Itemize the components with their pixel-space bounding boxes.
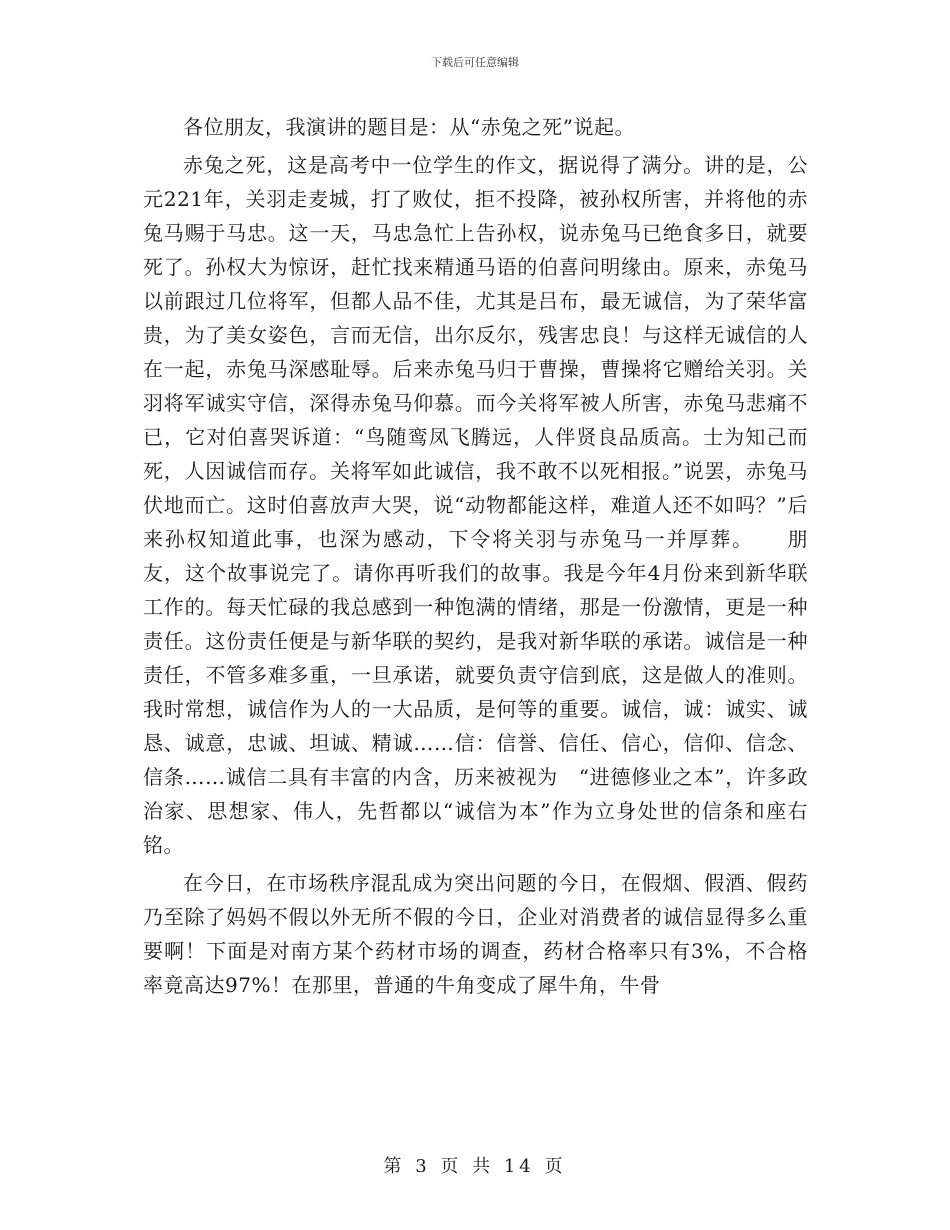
paragraph-market: 在今日，在市场秩序混乱成为突出问题的今日，在假烟、假酒、假药乃至除了妈妈不假以外无所不假的今日，企业对消费者的诚信显得多么重要啊！下面是对南方某个药材市场的调查，药材合格率只有3%，不合格率竟高达97%！在那里，普通的牛角变成了犀牛角，牛骨 xyxy=(143,871,808,997)
paragraph-opening: 各位朋友，我演讲的题目是：从“赤兔之死”说起。 xyxy=(183,115,635,139)
page-header-note: 下载后可任意编辑 xyxy=(431,56,519,69)
page-number-footer: 第 3 页 共 14 页 xyxy=(383,1156,567,1177)
document-body xyxy=(143,110,808,1002)
paragraph-story: 赤兔之死，这是高考中一位学生的作文，据说得了满分。讲的是，公元221年，关羽走麦城，打了败仗，拒不投降，被孙权所害，并将他的赤兔马赐于马忠。这一天，马忠急忙上告孙权，说赤兔马已绝食多日，就要死了。孙权大为惊讶，赶忙找来精通马语的伯喜问明缘由。原来，赤兔马以前跟过几位将军，但都人品不佳，尤其是吕布，最无诚信，为了荣华富贵，为了美女姿色，言而无信，出尔反尔，残害忠良！与这样无诚信的人在一起，赤兔马深感耻辱。后来赤兔马归于曹操，曹操将它赠给关羽。关羽将军诚实守信，深得赤兔马仰慕。而今关将军被人所害，赤兔马悲痛不已，它对伯喜哭诉道：“鸟随鸾凤飞腾远，人伴贤良品质高。士为知己而死，人因诚信而存。关将军如此诚信，我不敢不以死相报。”说罢，赤兔马伏地而亡。这时伯喜放声大哭，说“动物都能这样，难道人还不如吗？”后来孙权知道此事，也深为感动，下令将关羽与赤兔马一并厚葬。 朋友，这个故事说完了。请你再听我们的故事。我是今年4月份来到新华联工作的。每天忙碌的我总感到一种饱满的情绪，那是一份激情，更是一种责任。这份责任便是与新华联的契约，是我对新华联的承诺。诚信是一种责任，不管多难多重，一旦承诺，就要负责守信到底，这是做人的准则。我时常想，诚信作为人的一大品质，是何等的重要。诚信，诚：诚实、诚恳、诚意，忠诚、坦诚、精诚……信：信誉、信任、信心，信仰、信念、信条……诚信二具有丰富的内含，历来被视为 “进德修业之本”，许多政治家、思想家、伟人，先哲都以“诚信为本”作为立身处世的信条和座右铭。 xyxy=(143,153,808,857)
